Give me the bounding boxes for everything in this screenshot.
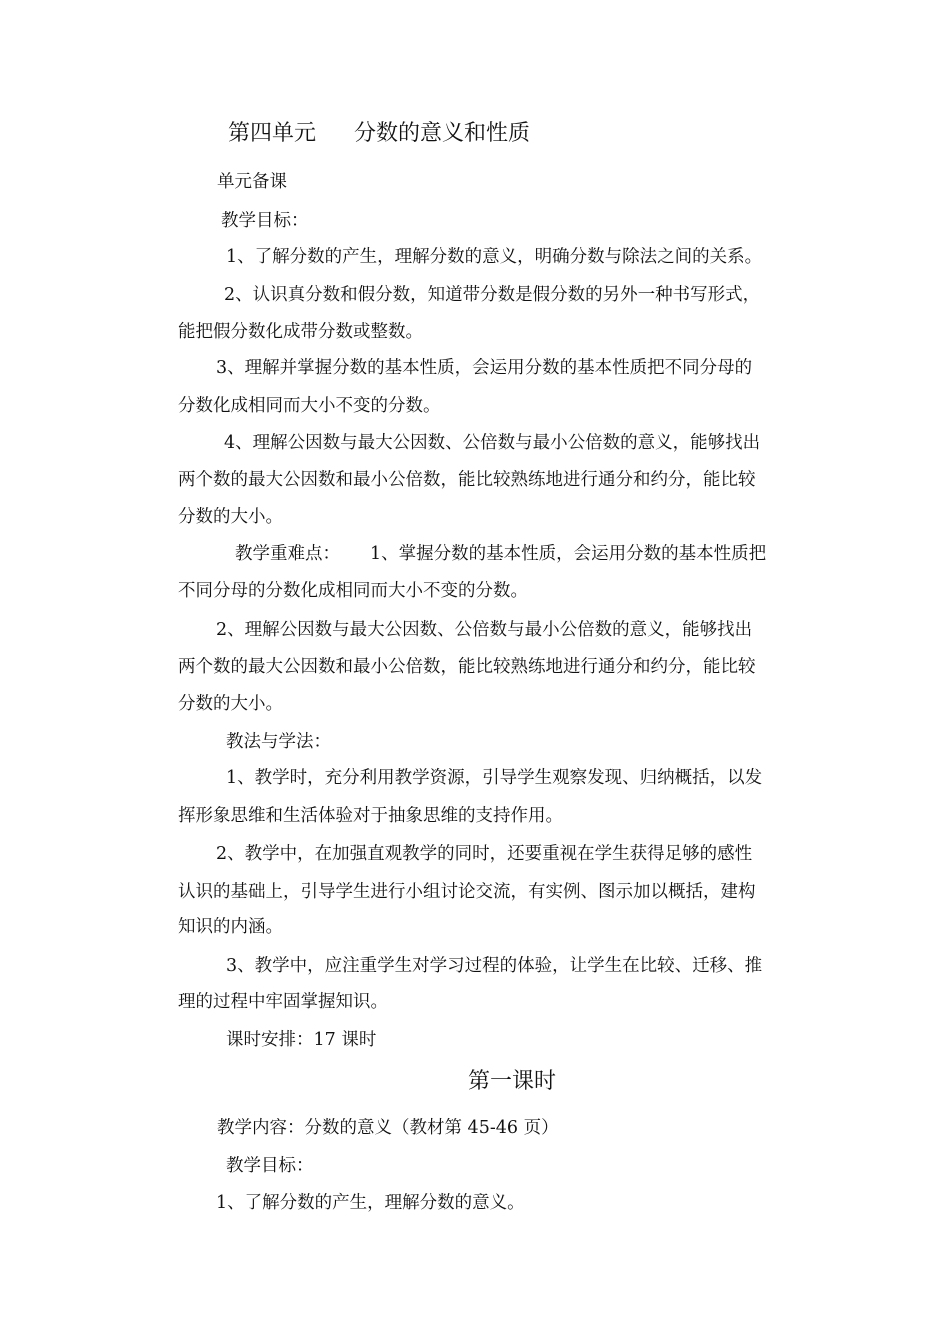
goal-2-line-1: 2、认识真分数和假分数，知道带分数是假分数的另外一种书写形式， — [224, 285, 761, 305]
method-2-line-2: 认识的基础上，引导学生进行小组讨论交流，有实例、图示加以概括，建构 — [178, 882, 756, 902]
unit-title — [228, 120, 530, 148]
method-3-line-1: 3、教学中，应注重学生对学习过程的体验，让学生在比较、迁移、推 — [226, 956, 763, 976]
goal-3-line-1: 3、理解并掌握分数的基本性质，会运用分数的基本性质把不同分母的 — [216, 358, 753, 378]
goal-2-line-2: 能把假分数化成带分数或整数。 — [178, 322, 423, 342]
key-point-1-line-2: 不同分母的分数化成相同而大小不变的分数。 — [178, 581, 528, 601]
key-point-2-line-1: 2、理解公因数与最大公因数、公倍数与最小公倍数的意义，能够找出 — [216, 620, 753, 640]
key-point-2-line-2: 两个数的最大公因数和最小公倍数，能比较熟练地进行通分和约分，能比较 — [178, 657, 756, 677]
method-2-line-1: 2、教学中，在加强直观教学的同时，还要重视在学生获得足够的感性 — [216, 844, 753, 864]
unit-title-topic: 分数的意义和性质 — [354, 121, 531, 146]
lesson-schedule: 课时安排：17 课时 — [226, 1030, 377, 1050]
label-teaching-goals: 教学目标： — [221, 211, 309, 231]
method-1-line-2: 挥形象思维和生活体验对于抽象思维的支持作用。 — [178, 806, 563, 826]
label-key-difficult-points: 教学重难点： — [235, 544, 340, 564]
goal-1: 1、了解分数的产生，理解分数的意义，明确分数与除法之间的关系。 — [226, 247, 763, 267]
unit-title-number: 第四单元 — [228, 121, 317, 146]
method-1-line-1: 1、教学时，充分利用教学资源，引导学生观察发现、归纳概括，以发 — [226, 768, 763, 788]
goal-4-line-3: 分数的大小。 — [178, 507, 283, 527]
goal-3-line-2: 分数化成相同而大小不变的分数。 — [178, 396, 441, 416]
method-2-line-3: 知识的内涵。 — [178, 917, 283, 937]
key-point-2-line-3: 分数的大小。 — [178, 694, 283, 714]
section-unit-prep: 单元备课 — [217, 172, 287, 192]
lesson-1-content: 教学内容：分数的意义（教材第 45-46 页） — [217, 1118, 559, 1138]
lesson-1-goal-1: 1、了解分数的产生，理解分数的意义。 — [216, 1193, 525, 1213]
goal-4-line-1: 4、理解公因数与最大公因数、公倍数与最小公倍数的意义，能够找出 — [224, 433, 761, 453]
lesson-1-label-goals: 教学目标： — [226, 1156, 314, 1176]
lesson-1-title: 第一课时 — [468, 1069, 557, 1094]
goal-4-line-2: 两个数的最大公因数和最小公倍数，能比较熟练地进行通分和约分，能比较 — [178, 470, 756, 490]
method-3-line-2: 理的过程中牢固掌握知识。 — [178, 992, 388, 1012]
label-methods: 教法与学法： — [226, 732, 331, 752]
key-point-1-line-1: 1、掌握分数的基本性质，会运用分数的基本性质把 — [370, 544, 767, 564]
